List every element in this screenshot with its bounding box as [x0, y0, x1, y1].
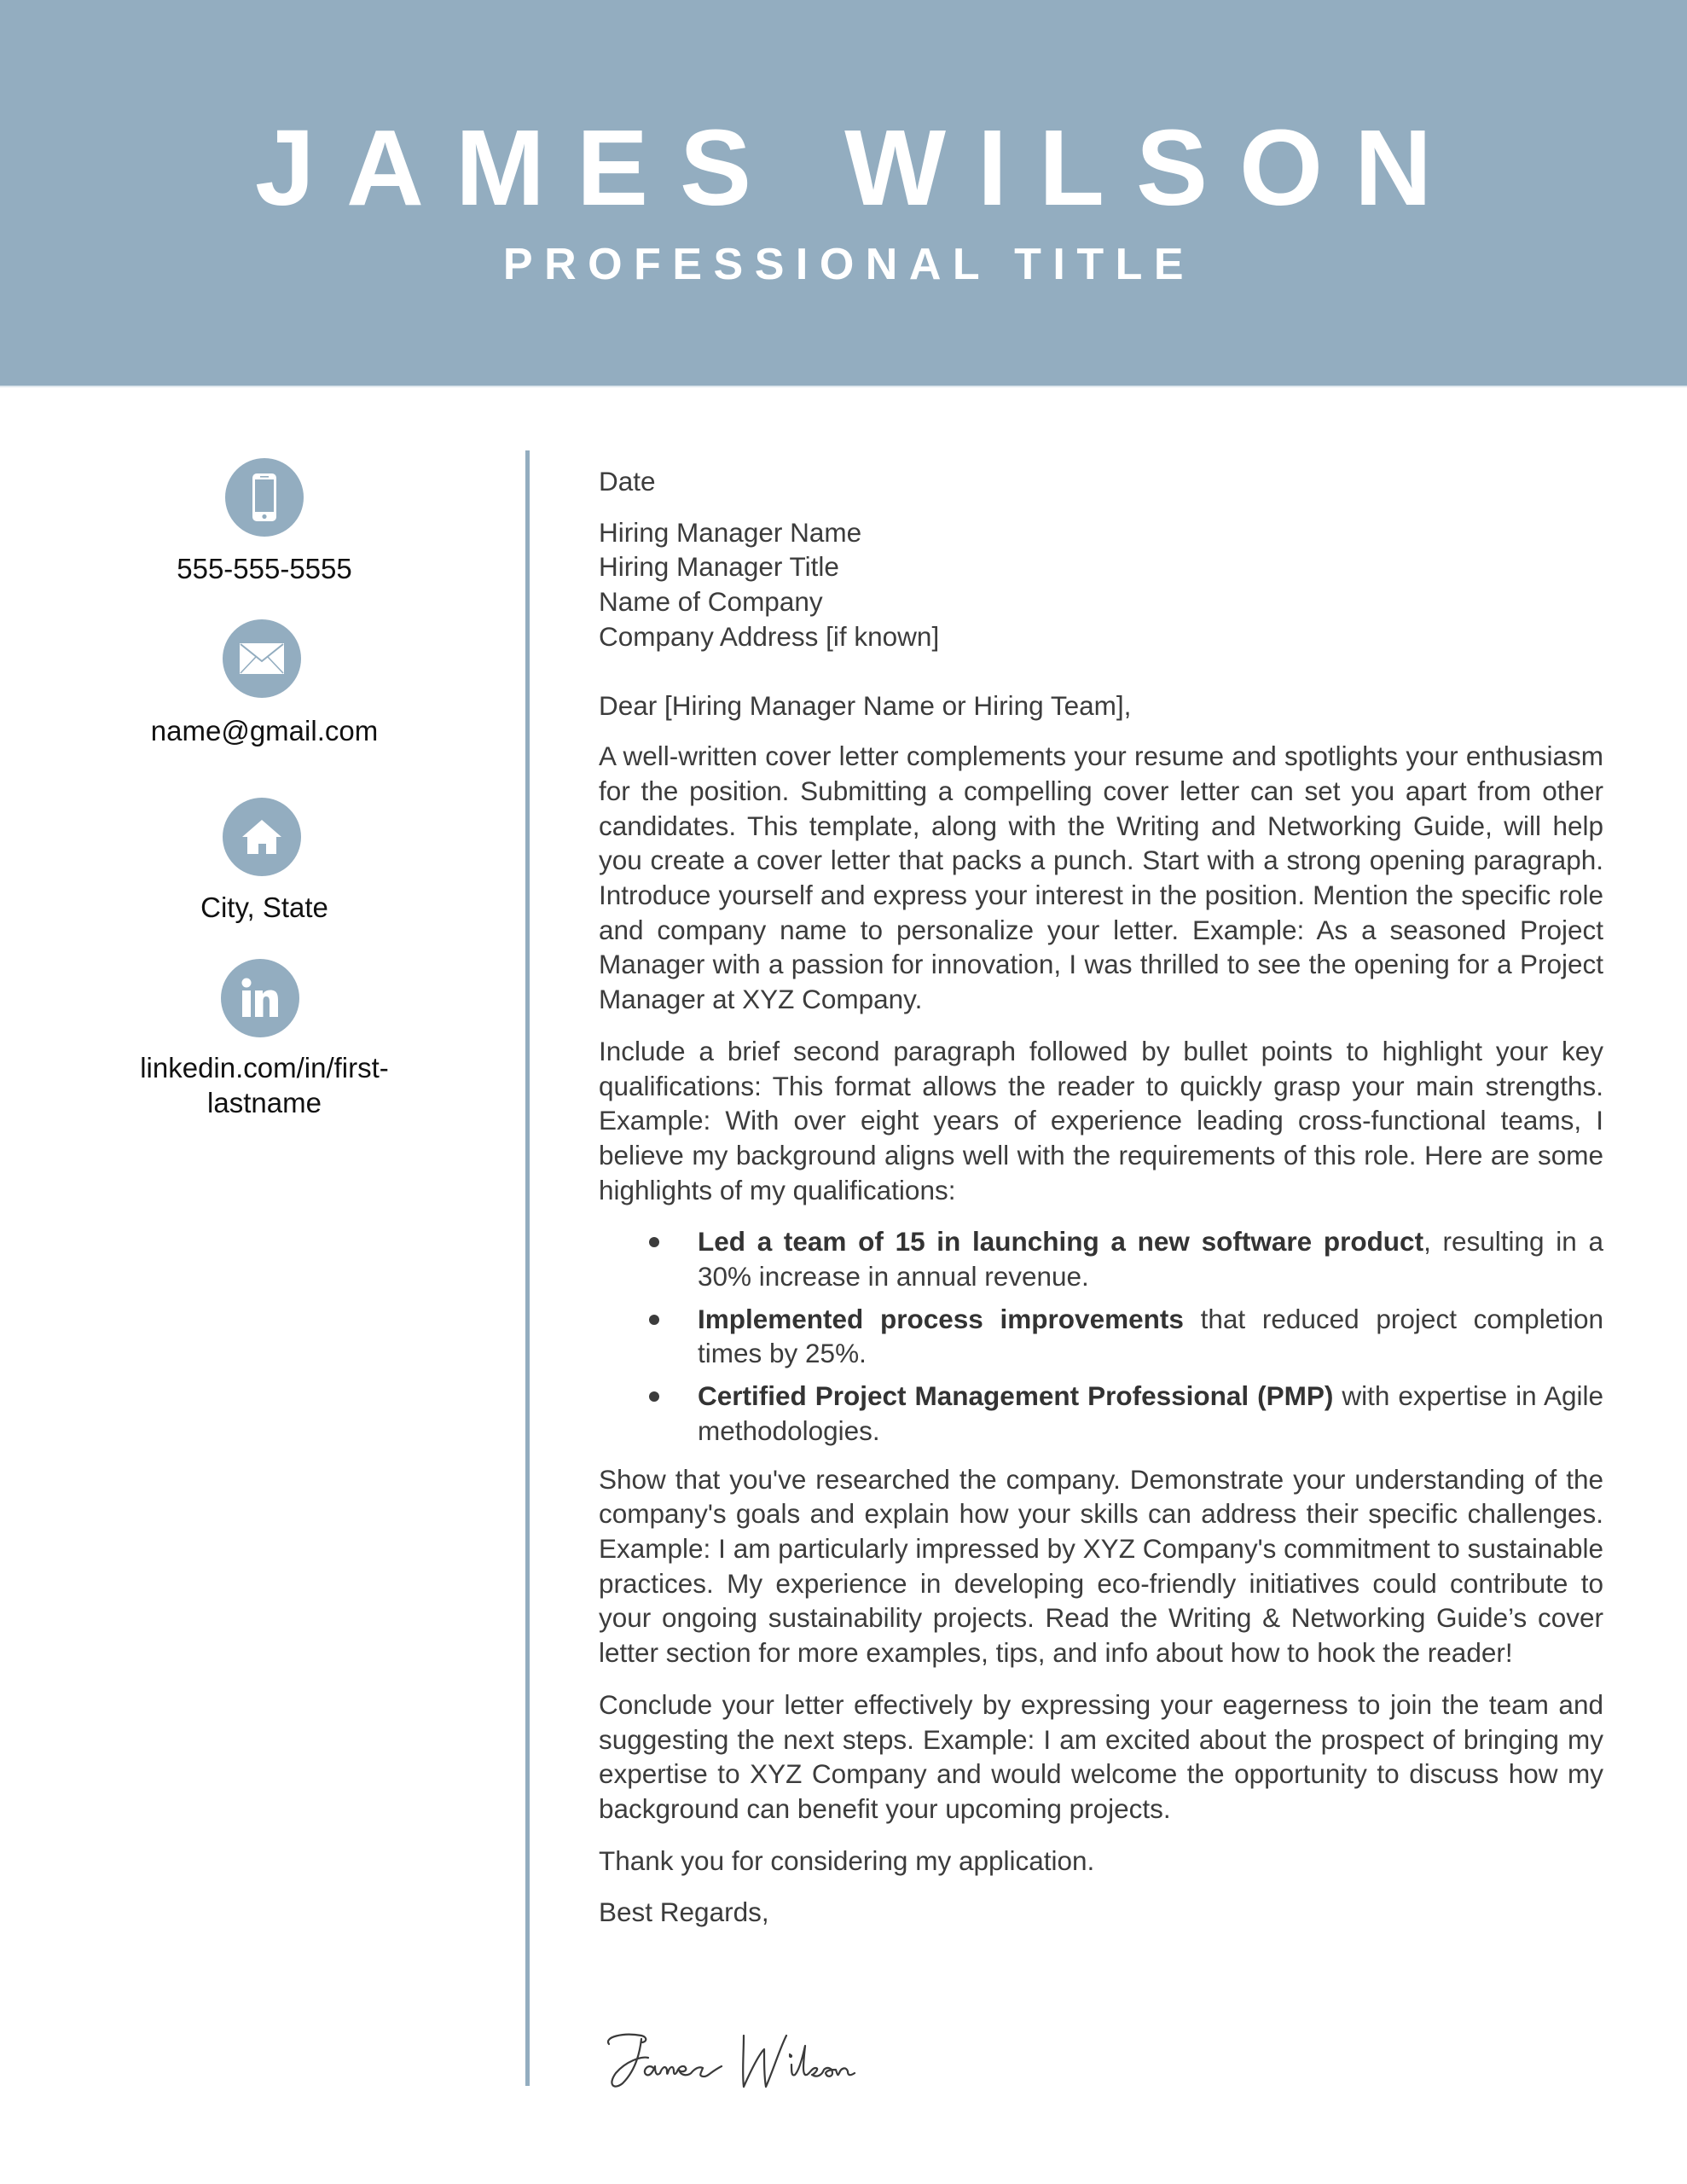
bullet-bold-text: Certified Project Management Professional (PMP)	[698, 1380, 1334, 1412]
location: City, State	[200, 892, 328, 923]
phone-number: 555-555-5555	[177, 553, 352, 584]
linkedin-url[interactable]	[94, 1050, 435, 1120]
thank-you-line: Thank you for considering my application.	[599, 1844, 1095, 1876]
recipient-address: Company Address [if known]	[599, 620, 940, 652]
recipient-title: Hiring Manager Title	[599, 551, 839, 583]
bullet-icon	[649, 1315, 659, 1325]
header-bottom-rule	[0, 386, 1687, 387]
bullet-icon	[649, 1391, 659, 1402]
letter-body	[599, 464, 1603, 1930]
signature	[597, 2020, 887, 2097]
paragraph-qualifications: Include a brief second paragraph followed by bullet points to highlight your key qualifications: This format allows the reader to quickly grasp your main strengths. Example: With over eight years of experience leading cross-functional teams, I believe my background aligns well with the requirements of this role. Here are some highlights of my qualifications:	[599, 1035, 1603, 1205]
vertical-divider	[525, 450, 530, 2086]
closing-salutation: Best Regards,	[599, 1896, 769, 1928]
home-icon	[223, 798, 301, 876]
paragraph-research: Show that you've researched the company. Demonstrate your understanding of the company's goals and explain how your skills can address their specific challenges. Example: I am particularly impressed by XYZ Company's commitment to sustainable practices. My experience in developing eco-friendly initiatives could contribute to your ongoing sustainability projects. Read the Writing & Networking Guide’s cover letter section for more examples, tips, and info about how to hook the reader!	[599, 1463, 1603, 1669]
recipient-company: Name of Company	[599, 586, 823, 618]
professional-title: PROFESSIONAL TITLE	[502, 240, 1196, 289]
paragraph-closing: Conclude your letter effectively by expressing your eagerness to join the team and suggesting the next steps. Example: I am excited about the prospect of bringing my expertise to XYZ Company and would welcome the opportunity to discuss how my background can benefit your upcoming projects.	[599, 1688, 1603, 1824]
header-banner	[0, 0, 1687, 386]
paragraph-opening: A well-written cover letter complements your resume and spotlights your enthusiasm for the position. Submitting a compelling cover letter can set you apart from other candidates. This template, along with the Writing and Networking Guide, will help you create a cover letter that packs a punch. Start with a strong opening paragraph. Introduce yourself and express your interest in the position. Mention the specific role and company name to personalize your letter. Example: As a seasoned Project Manager with a passion for innovation, I was thrilled to see the opening for a Project Manager at XYZ Company.	[599, 741, 1603, 1015]
applicant-name: JAMES WILSON	[254, 107, 1464, 228]
bullet-text: , resulting in a 30% increase in annual revenue.	[698, 1226, 1603, 1292]
email-address: name@gmail.com	[150, 715, 379, 746]
phone-icon	[225, 458, 304, 537]
salutation: Dear [Hiring Manager Name or Hiring Team],	[599, 689, 1132, 721]
linkedin-url-line2: lastname	[207, 1087, 322, 1118]
bullet-text: that reduced project completion times by 25%.	[698, 1303, 1603, 1369]
bullet-bold-text: Implemented process improvements	[698, 1303, 1184, 1334]
recipient-name: Hiring Manager Name	[599, 516, 862, 548]
qualification-list	[599, 1224, 1603, 1448]
list-item	[599, 1302, 1603, 1371]
letter-date: Date	[599, 466, 656, 497]
bullet-text: with expertise in Agile methodologies.	[698, 1380, 1603, 1446]
bullet-icon	[649, 1237, 659, 1247]
recipient-block	[599, 515, 1603, 654]
linkedin-url-line1: linkedin.com/in/first-	[140, 1052, 389, 1083]
email-icon	[223, 619, 301, 698]
bullet-bold-text: Led a team of 15 in launching a new software product	[698, 1226, 1424, 1258]
list-item	[599, 1224, 1603, 1293]
linkedin-icon	[221, 959, 299, 1037]
list-item	[599, 1379, 1603, 1448]
